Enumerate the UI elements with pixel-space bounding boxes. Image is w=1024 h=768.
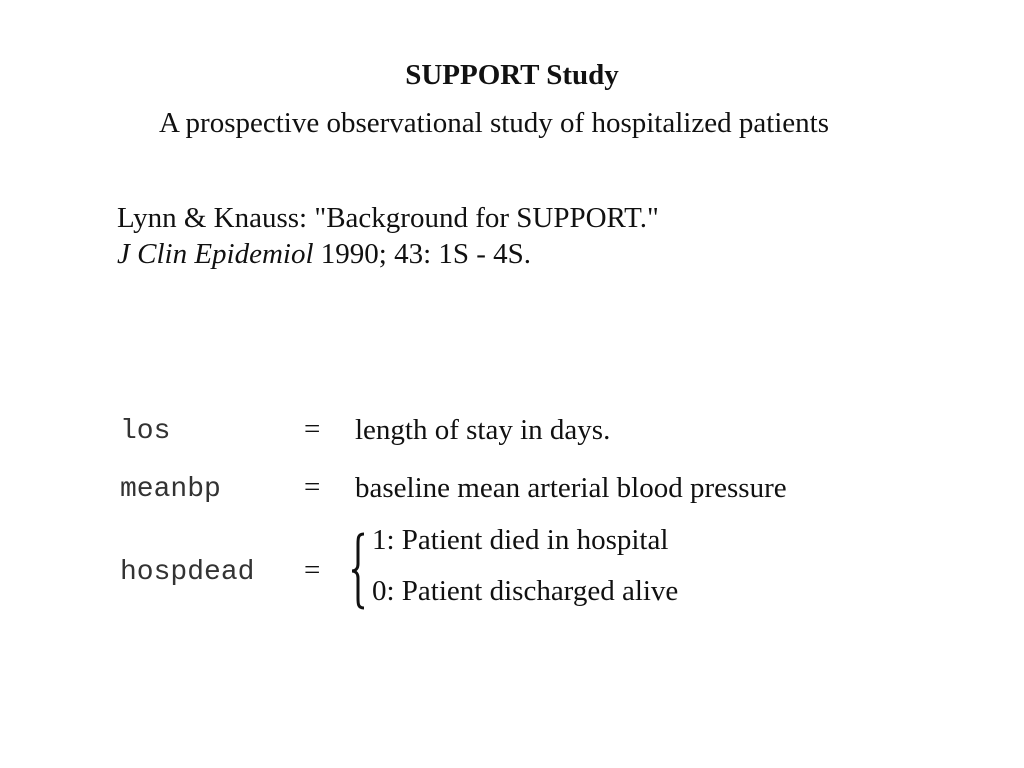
variable-name-los: los: [120, 416, 171, 447]
case-discharged: 0: Patient discharged alive: [372, 575, 679, 607]
reference-citation: 1990; 43: 1S - 4S.: [313, 238, 532, 270]
variable-name-hospdead: hospdead: [120, 557, 255, 588]
reference-journal: J Clin Epidemiol: [117, 238, 314, 270]
slide-title: SUPPORT Study: [405, 59, 619, 91]
equals-sign-meanbp: =: [304, 471, 321, 503]
curly-brace-icon: [346, 530, 372, 612]
reference-citation-line: [117, 236, 659, 272]
slide-subtitle: A prospective observational study of hospitalized patients: [158, 107, 830, 139]
definition-los: length of stay in days.: [355, 414, 611, 446]
variable-name-meanbp: meanbp: [120, 474, 221, 505]
case-died: 1: Patient died in hospital: [372, 524, 669, 556]
reference-block: [117, 200, 659, 272]
reference-authors-title: Lynn & Knauss: "Background for SUPPORT.": [117, 202, 659, 234]
definition-meanbp: baseline mean arterial blood pressure: [355, 472, 787, 504]
equals-sign-hospdead: =: [304, 554, 321, 586]
equals-sign-los: =: [304, 413, 321, 445]
